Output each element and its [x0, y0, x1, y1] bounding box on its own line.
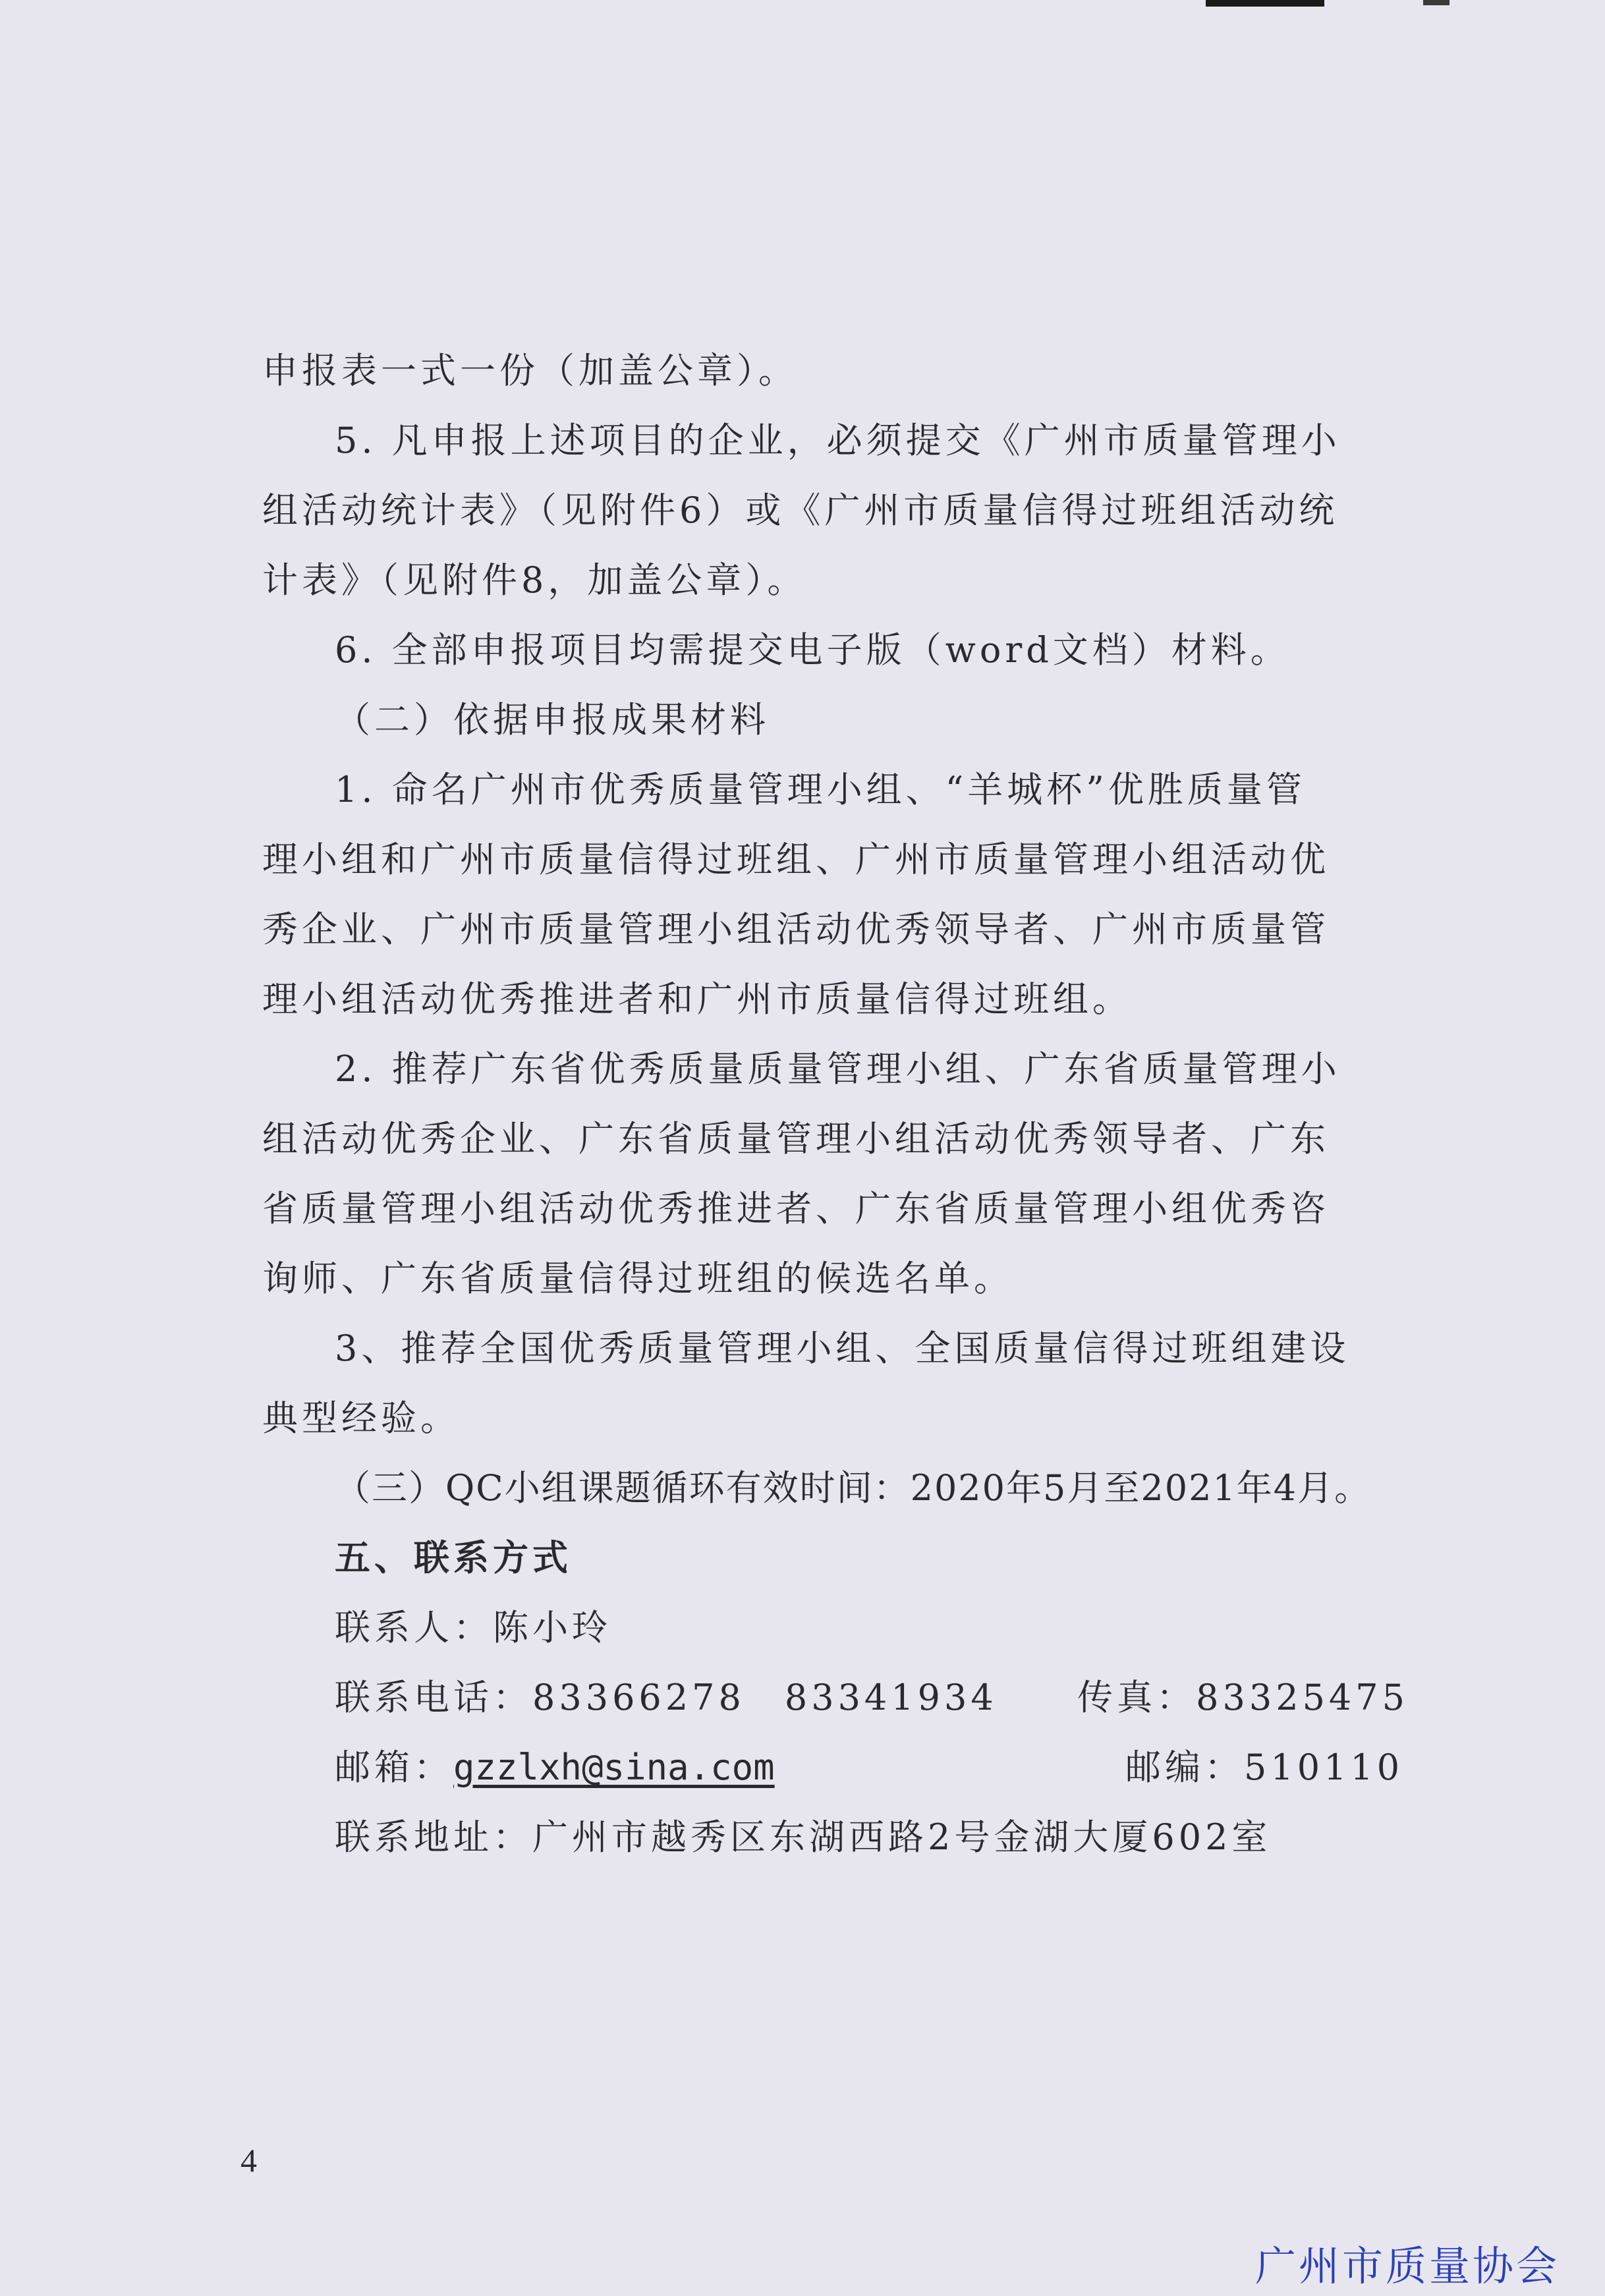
contact-phone-row	[262, 1663, 1409, 1733]
paragraph-line: 典型经验。	[262, 1397, 460, 1439]
contact-heading: 五、联系方式	[335, 1537, 572, 1579]
contact-postcode: 邮编：510110	[1125, 1747, 1404, 1788]
section-subheading: （二）依据申报成果材料	[335, 699, 770, 741]
page-number: 4	[240, 2142, 257, 2179]
paragraph-line: 2. 推荐广东省优秀质量质量管理小组、广东省质量管理小	[335, 1048, 1341, 1090]
contact-email-group	[335, 1733, 1125, 1803]
paragraph-line: 申报表一式一份（加盖公章）。	[262, 350, 798, 391]
contact-email-label: 邮箱：	[335, 1747, 453, 1788]
paragraph-line: 1. 命名广州市优秀质量管理小组、“羊城杯”优胜质量管	[335, 769, 1306, 810]
paragraph-line: 3、推荐全国优秀质量管理小组、全国质量信得过班组建设	[335, 1328, 1350, 1369]
contact-fax: 传真：83325475	[1077, 1677, 1409, 1718]
paragraph-line: 5. 凡申报上述项目的企业，必须提交《广州市质量管理小	[335, 420, 1341, 461]
paragraph-line: 组活动优秀企业、广东省质量管理小组活动优秀领导者、广东	[262, 1118, 1330, 1160]
watermark-text: 广州市质量协会	[1255, 2242, 1560, 2290]
contact-email-link[interactable]: gzzlxh@sina.com	[453, 1747, 775, 1788]
scan-edge-mark-small	[1423, 0, 1450, 5]
paragraph-line: 省质量管理小组活动优秀推进者、广东省质量管理小组优秀咨	[262, 1188, 1330, 1229]
paragraph-line: 秀企业、广州市质量管理小组活动优秀领导者、广州市质量管	[262, 909, 1330, 950]
scan-edge-mark	[1206, 0, 1324, 7]
contact-email-row	[262, 1733, 1409, 1803]
contact-phone: 联系电话：83366278 83341934	[335, 1677, 998, 1718]
paragraph-line: 6. 全部申报项目均需提交电子版（word文档）材料。	[335, 629, 1290, 671]
paragraph-line: 计表》（见附件8，加盖公章）。	[262, 559, 807, 601]
contact-address: 联系地址：广州市越秀区东湖西路2号金湖大厦602室	[335, 1816, 1272, 1858]
contact-person: 联系人：陈小玲	[335, 1607, 611, 1648]
paragraph-line: 理小组活动优秀推进者和广州市质量信得过班组。	[262, 978, 1132, 1020]
paragraph-line: 组活动统计表》（见附件6）或《广州市质量信得过班组活动统	[262, 490, 1339, 531]
body-text	[262, 336, 1409, 1872]
paragraph-line: 理小组和广州市质量信得过班组、广州市质量管理小组活动优	[262, 839, 1330, 880]
section-subheading: （三）QC小组课题循环有效时间：2020年5月至2021年4月。	[335, 1467, 1372, 1509]
paragraph-line: 询师、广东省质量信得过班组的候选名单。	[262, 1258, 1013, 1299]
